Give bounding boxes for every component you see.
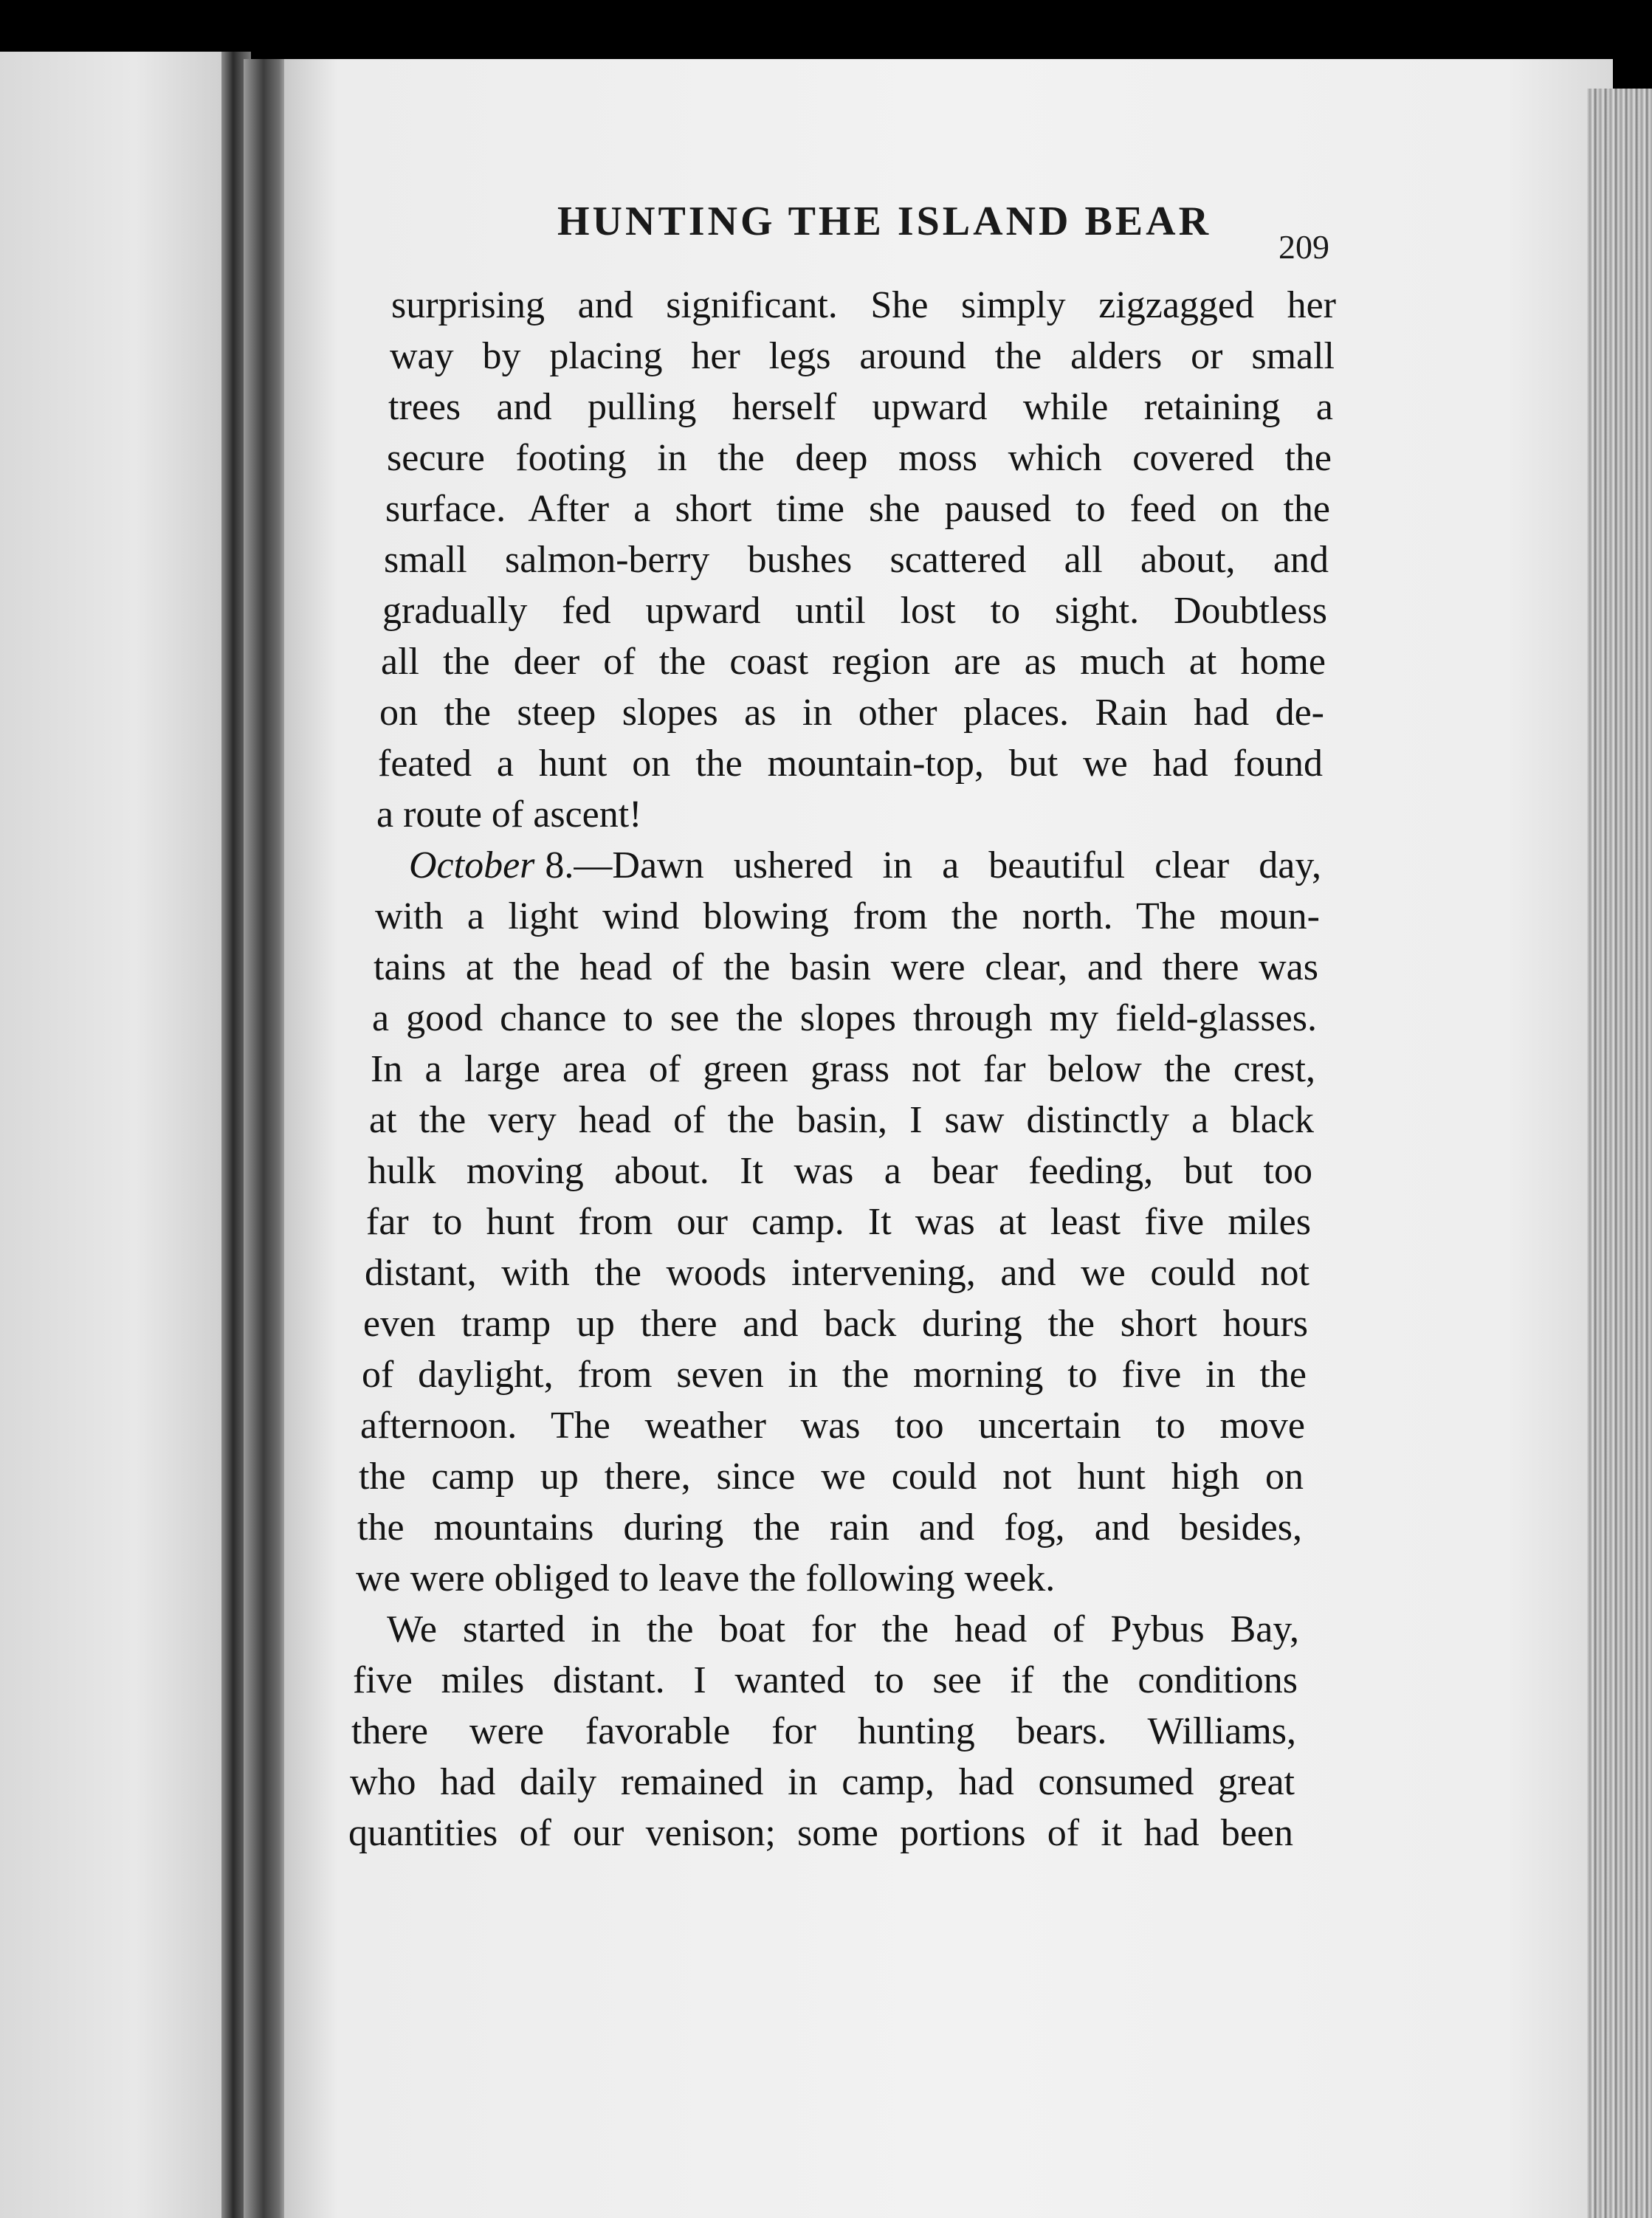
text-line: feated a hunt on the mountain-top, but we had found — [378, 743, 1323, 785]
text-line: the mountains during the rain and fog, and besides, — [357, 1506, 1302, 1549]
text-line: all the deer of the coast region are as much at home — [381, 641, 1326, 683]
text-line: way by placing her legs around the alders or small — [390, 335, 1335, 377]
text-line: surface. After a short time she paused to feed on the — [385, 488, 1330, 530]
text-line: trees and pulling herself upward while retaining a — [388, 386, 1333, 428]
body-text — [348, 0, 1336, 2218]
text-line: a route of ascent! — [376, 793, 642, 836]
date-italic: October — [409, 844, 535, 886]
page-number: 209 — [1278, 228, 1329, 266]
text-line: of daylight, from seven in the morning to five in the — [362, 1354, 1307, 1396]
text-line: distant, with the woods intervening, and we could not — [365, 1252, 1309, 1294]
text-line: hulk moving about. It was a bear feeding, but too — [368, 1150, 1312, 1192]
text-line: far to hunt from our camp. It was at least five miles — [366, 1201, 1311, 1243]
left-page-fragment — [0, 52, 225, 2218]
text-line: who had daily remained in camp, had consumed great — [350, 1761, 1295, 1803]
text-line: In a large area of green grass not far below the crest, — [371, 1048, 1315, 1090]
text-line: We started in the boat for the head of Pybus Bay, — [387, 1608, 1299, 1650]
text-line: we were obliged to leave the following week. — [356, 1557, 1056, 1599]
text-line: on the steep slopes as in other places. Rain had de- — [379, 692, 1324, 734]
text-line: at the very head of the basin, I saw distinctly a black — [369, 1099, 1314, 1141]
page-stack-edge — [1587, 89, 1652, 2218]
text-line: with a light wind blowing from the north. The moun- — [375, 895, 1320, 937]
text-line-dated-entry — [376, 844, 1321, 886]
text-line: tains at the head of the basin were clear, and there was — [374, 946, 1318, 988]
text-line: there were favorable for hunting bears. Williams, — [351, 1710, 1296, 1752]
text-line: afternoon. The weather was too uncertain to move — [360, 1405, 1305, 1447]
date-line-rest: 8.—Dawn ushered in a beautiful clear day, — [545, 844, 1321, 886]
text-line: the camp up there, since we could not hunt high on — [359, 1456, 1304, 1498]
text-line: small salmon-berry bushes scattered all about, and — [384, 539, 1329, 581]
text-line: gradually fed upward until lost to sight. Doubtless — [382, 590, 1327, 632]
text-line: even tramp up there and back during the short hours — [363, 1303, 1308, 1345]
text-line: secure footing in the deep moss which covered the — [387, 437, 1332, 479]
text-line: surprising and significant. She simply zigzagged her — [391, 284, 1336, 326]
running-header: HUNTING THE ISLAND BEAR — [557, 199, 1212, 244]
text-line: a good chance to see the slopes through my field-glasses. — [372, 997, 1317, 1039]
text-line: quantities of our venison; some portions of it had been — [348, 1812, 1293, 1854]
text-line: five miles distant. I wanted to see if the conditions — [353, 1659, 1298, 1701]
book-spine-shadow — [244, 59, 288, 2218]
